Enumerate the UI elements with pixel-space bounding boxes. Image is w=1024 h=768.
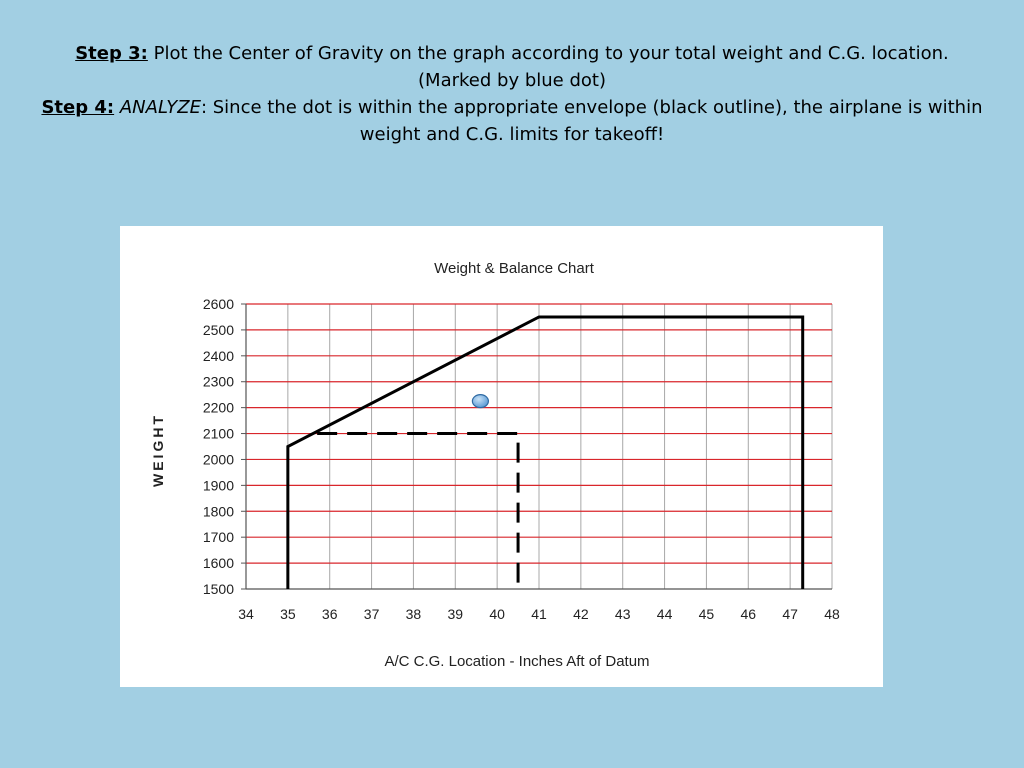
x-tick-label: 45 bbox=[698, 606, 715, 622]
instructions bbox=[40, 40, 984, 148]
y-axis-label: WEIGHT bbox=[150, 413, 166, 487]
x-tick-label: 34 bbox=[238, 606, 254, 622]
y-tick-label: 2000 bbox=[202, 451, 234, 468]
chart-title: Weight & Balance Chart bbox=[434, 260, 594, 277]
x-tick-label: 36 bbox=[321, 606, 338, 622]
cg-point-dot bbox=[472, 395, 488, 408]
y-tick-label: 1500 bbox=[202, 581, 234, 597]
chart-card bbox=[120, 226, 883, 687]
x-tick-label: 46 bbox=[740, 606, 757, 622]
x-tick-label: 43 bbox=[614, 606, 631, 622]
step3-line bbox=[40, 40, 984, 67]
step4-emphasis: ANALYZE bbox=[119, 97, 201, 118]
y-tick-label: 2500 bbox=[202, 321, 234, 338]
x-tick-label: 35 bbox=[280, 606, 296, 622]
step3-label: Step 3: bbox=[75, 43, 148, 64]
weight-balance-chart bbox=[120, 226, 883, 687]
y-tick-label: 2600 bbox=[202, 296, 234, 312]
step4-line bbox=[40, 94, 984, 148]
cg-point bbox=[472, 395, 488, 408]
y-tick-label: 1700 bbox=[202, 529, 234, 546]
y-tick-label: 2200 bbox=[202, 399, 234, 416]
step4-text: : Since the dot is within the appropriate envelope (black outline), the airplane is within weight and C.G. limits for takeoff! bbox=[200, 97, 983, 145]
step4-label: Step 4: bbox=[41, 97, 115, 118]
y-tick-label: 2100 bbox=[202, 425, 234, 442]
cg-envelope-outline bbox=[288, 317, 803, 589]
x-tick-label: 42 bbox=[573, 606, 589, 622]
x-tick-label: 48 bbox=[824, 606, 840, 622]
y-tick-label: 2400 bbox=[202, 347, 234, 364]
y-tick-label: 1900 bbox=[202, 477, 234, 494]
step3-text: Plot the Center of Gravity on the graph according to your total weight and C.G. location. bbox=[147, 43, 949, 64]
x-tick-label: 44 bbox=[656, 606, 673, 622]
x-tick-label: 38 bbox=[405, 606, 422, 622]
x-tick-label: 39 bbox=[447, 606, 464, 622]
envelope bbox=[288, 317, 803, 589]
y-tick-label: 1800 bbox=[202, 503, 234, 520]
x-tick-label: 40 bbox=[489, 606, 505, 622]
step3-note: (Marked by blue dot) bbox=[418, 70, 606, 91]
x-axis-label: A/C C.G. Location - Inches Aft of Datum bbox=[384, 653, 650, 670]
grid bbox=[246, 304, 832, 589]
x-tick-label: 47 bbox=[782, 606, 798, 622]
y-tick-label: 2300 bbox=[202, 373, 234, 390]
y-tick-label: 1600 bbox=[202, 555, 234, 572]
x-tick-label: 37 bbox=[363, 606, 380, 622]
x-tick-label: 41 bbox=[531, 606, 547, 622]
